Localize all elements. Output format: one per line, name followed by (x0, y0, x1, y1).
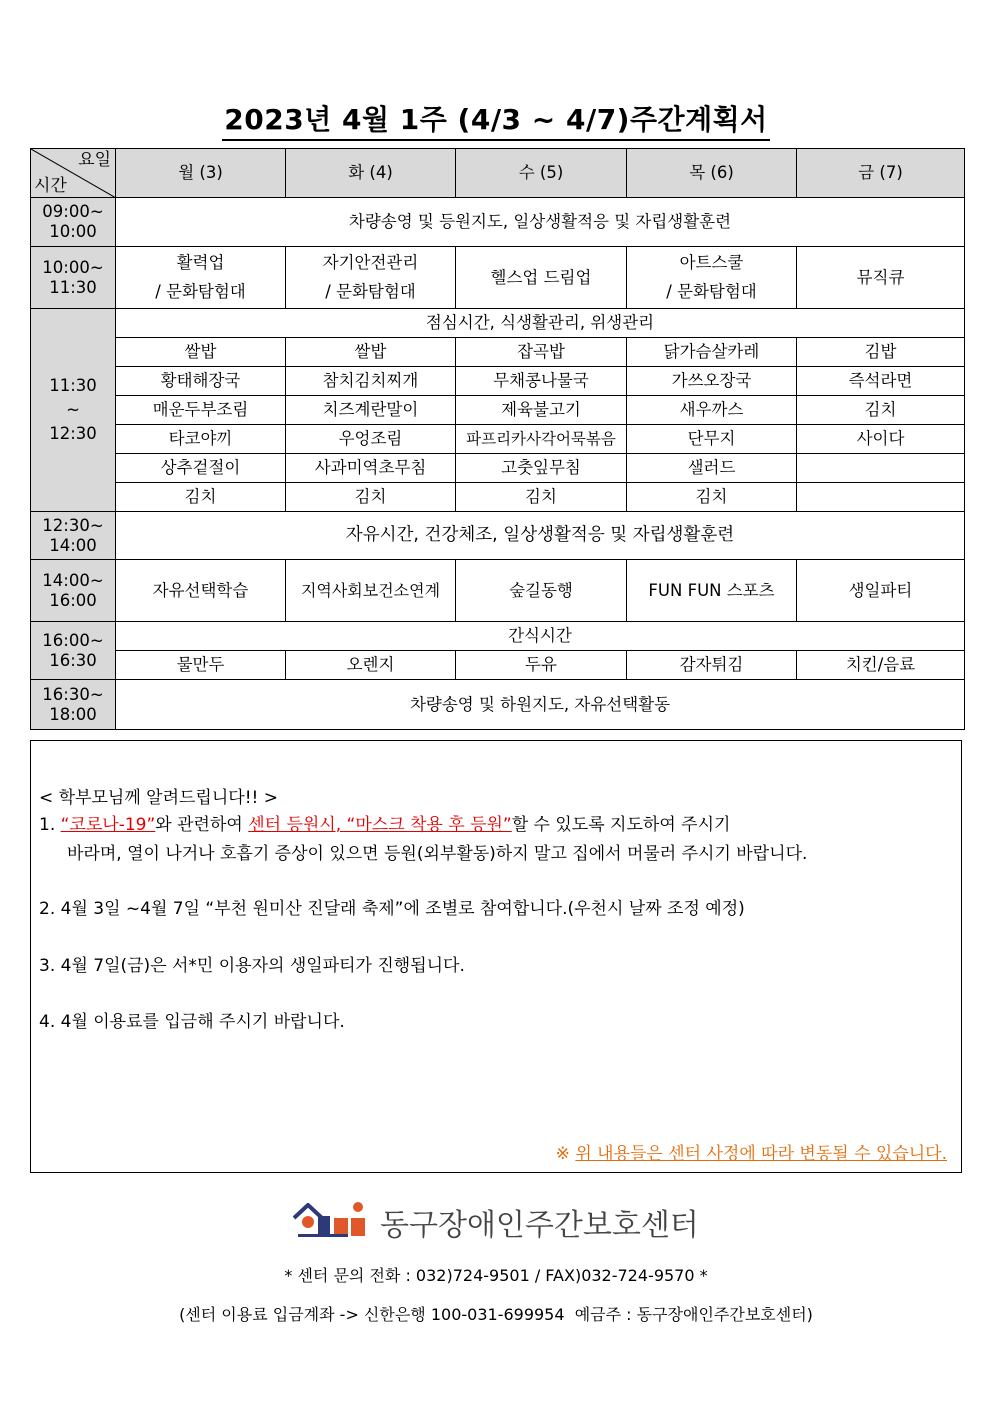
schedule-row-1230 (31, 512, 965, 560)
menu-cell: 쌀밥 (116, 338, 286, 367)
activity-cell: 자유시간, 건강체조, 일상생활적응 및 자립생활훈련 (116, 512, 965, 560)
menu-cell: 매운두부조림 (116, 396, 286, 425)
menu-cell: 김치 (797, 396, 965, 425)
day-header-wed: 수 (5) (456, 149, 627, 198)
menu-cell: 상추겉절이 (116, 454, 286, 483)
menu-cell: 김치 (116, 483, 286, 512)
menu-cell: 쌀밥 (286, 338, 456, 367)
notice-box (30, 740, 962, 1173)
menu-cell: 파프리카사각어묵볶음 (456, 425, 627, 454)
day-header-mon: 월 (3) (116, 149, 286, 198)
menu-cell: 즉석라면 (797, 367, 965, 396)
center-logo-icon (290, 1196, 370, 1240)
time-cell: 14:00~ 16:00 (31, 560, 116, 622)
page-title: 2023년 4월 1주 (4/3 ~ 4/7)주간계획서 (0, 98, 992, 138)
snack-row (31, 651, 965, 680)
activity-cell: 활력업 / 문화탐험대 (116, 247, 286, 309)
snack-cell: 두유 (456, 651, 627, 680)
menu-cell: 참치김치찌개 (286, 367, 456, 396)
menu-cell: 김치 (286, 483, 456, 512)
menu-cell: 사이다 (797, 425, 965, 454)
menu-cell: 김치 (456, 483, 627, 512)
time-cell: 10:00~ 11:30 (31, 247, 116, 309)
menu-cell: 제육불고기 (456, 396, 627, 425)
menu-row (31, 396, 965, 425)
corner-time-label: 시간 (34, 175, 67, 196)
menu-cell: 새우까스 (627, 396, 797, 425)
day-header-fri: 금 (7) (797, 149, 965, 198)
activity-cell: 지역사회보건소연계 (286, 560, 456, 622)
activity-cell: 차량송영 및 하원지도, 자유선택활동 (116, 680, 965, 730)
notice-disclaimer: ※ 위 내용들은 센터 사정에 따라 변동될 수 있습니다. (555, 1144, 947, 1164)
snack-cell: 감자튀김 (627, 651, 797, 680)
schedule-row-1630 (31, 680, 965, 730)
activity-cell: 생일파티 (797, 560, 965, 622)
snack-cell: 물만두 (116, 651, 286, 680)
menu-cell: 사과미역초무침 (286, 454, 456, 483)
menu-cell: 무채콩나물국 (456, 367, 627, 396)
snack-header-row (31, 622, 965, 651)
activity-cell: 자기안전관리 / 문화탐험대 (286, 247, 456, 309)
contact-info: * 센터 문의 전화 : 032)724-9501 / FAX)032-724-9570 * (284, 1266, 708, 1285)
menu-cell: 우엉조림 (286, 425, 456, 454)
activity-cell: 숲길동행 (456, 560, 627, 622)
menu-cell: 잡곡밥 (456, 338, 627, 367)
lunch-header: 점심시간, 식생활관리, 위생관리 (116, 309, 965, 338)
schedule-row-1400 (31, 560, 965, 622)
day-header-thu: 목 (6) (627, 149, 797, 198)
schedule-table (30, 148, 965, 730)
notice-item-3: 3. 4월 7일(금)은 서*민 이용자의 생일파티가 진행됩니다. (39, 956, 465, 976)
time-cell: 09:00~ 10:00 (31, 198, 116, 247)
notice-item-2: 2. 4월 3일 ~4월 7일 “부천 원미산 진달래 축제”에 조별로 참여합니다.(우천시 날짜 조정 예정) (39, 899, 745, 919)
menu-cell (797, 483, 965, 512)
center-name: 동구장애인주간보호센터 (380, 1208, 699, 1243)
menu-cell (797, 454, 965, 483)
snack-cell: 오렌지 (286, 651, 456, 680)
activity-cell: 자유선택학습 (116, 560, 286, 622)
lunch-header-row (31, 309, 965, 338)
menu-cell: 김치 (627, 483, 797, 512)
notice-item-4: 4. 4월 이용료를 입금해 주시기 바랍니다. (39, 1012, 345, 1032)
menu-cell: 단무지 (627, 425, 797, 454)
day-header-tue: 화 (4) (286, 149, 456, 198)
schedule-row-1000 (31, 247, 965, 309)
menu-cell: 김밥 (797, 338, 965, 367)
activity-cell: 뮤직큐 (797, 247, 965, 309)
activity-cell: 차량송영 및 등원지도, 일상생활적응 및 자립생활훈련 (116, 198, 965, 247)
menu-row (31, 483, 965, 512)
corner-day-label: 요일 (78, 150, 111, 170)
notice-item-1-line-2: 바라며, 열이 나거나 호흡기 증상이 있으면 등원(외부활동)하지 말고 집에서 머물러 주시기 바랍니다. (67, 844, 808, 864)
menu-cell: 황태해장국 (116, 367, 286, 396)
snack-header: 간식시간 (116, 622, 965, 651)
time-cell: 16:30~ 18:00 (31, 680, 116, 730)
activity-cell: FUN FUN 스포츠 (627, 560, 797, 622)
menu-row (31, 425, 965, 454)
activity-cell: 헬스업 드림업 (456, 247, 627, 309)
time-cell-lunch: 11:30 ~ 12:30 (31, 309, 116, 512)
time-cell-snack: 16:00~ 16:30 (31, 622, 116, 680)
menu-cell: 타코야끼 (116, 425, 286, 454)
menu-cell: 치즈계란말이 (286, 396, 456, 425)
menu-row (31, 338, 965, 367)
menu-cell: 샐러드 (627, 454, 797, 483)
bank-account-info: (센터 이용료 입금계좌 -> 신한은행 100-031-699954 예금주 : 동구장애인주간보호센터) (179, 1305, 813, 1324)
notice-item-1: 1. “코로나-19”와 관련하여 센터 등원시, “마스크 착용 후 등원”할 수 있도록 지도하여 주시기 (39, 815, 731, 835)
schedule-row-0900 (31, 198, 965, 247)
notice-heading: < 학부모님께 알려드립니다!! > (39, 788, 278, 808)
corner-cell (31, 149, 116, 198)
menu-cell: 고춧잎무침 (456, 454, 627, 483)
day-header-row (31, 149, 965, 198)
menu-row (31, 454, 965, 483)
snack-cell: 치킨/음료 (797, 651, 965, 680)
time-cell: 12:30~ 14:00 (31, 512, 116, 560)
menu-cell: 닭가슴살카레 (627, 338, 797, 367)
activity-cell: 아트스쿨 / 문화탐험대 (627, 247, 797, 309)
menu-row (31, 367, 965, 396)
menu-cell: 가쓰오장국 (627, 367, 797, 396)
